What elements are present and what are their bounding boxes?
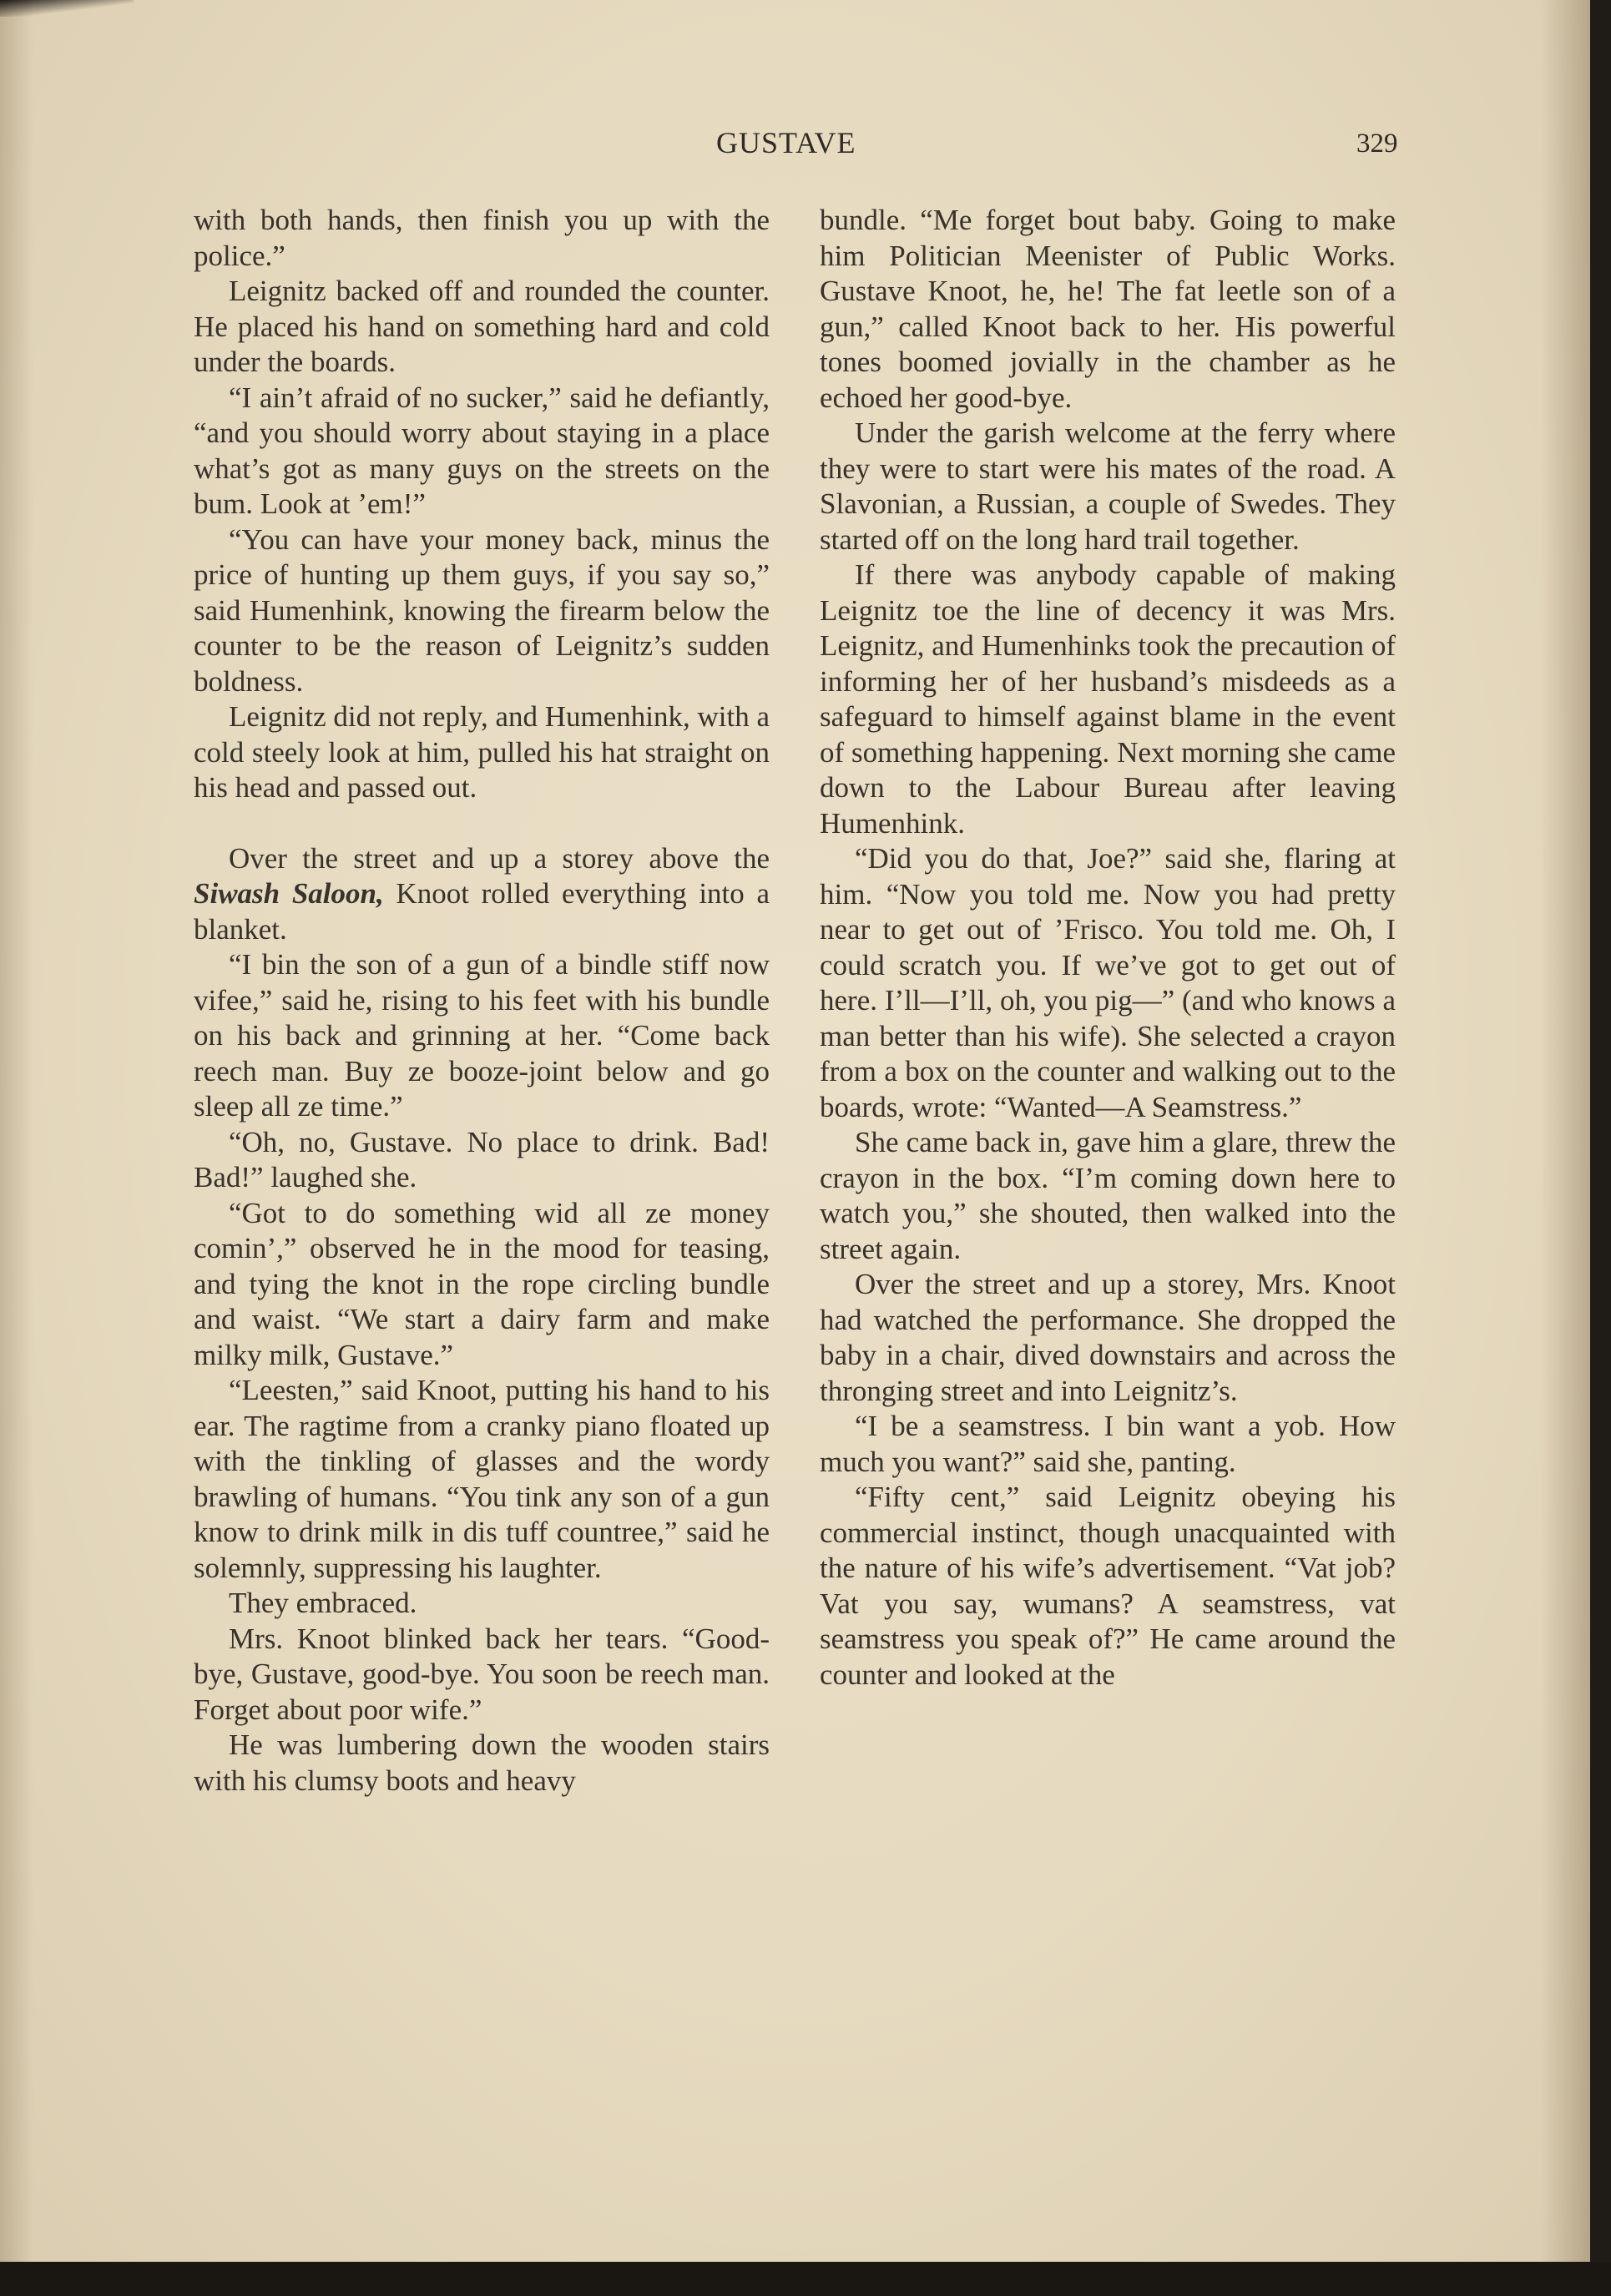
paragraph: Leignitz backed off and rounded the counter. He placed his hand on something hard and cold under the boards. — [194, 275, 770, 378]
paragraph: “Got to do something wid all ze money comin’,” observed he in the mood for teasing, and tying the knot in the rope circling bundle and waist. “We start a dairy farm and make milky milk, Gustave.” — [194, 1196, 770, 1371]
scan-bottom-edge — [0, 2262, 1611, 2296]
left-text-column — [194, 203, 770, 1799]
paragraph: with both hands, then finish you up with the police.” — [194, 204, 770, 272]
paragraph: bundle. “Me forget bout baby. Going to make him Politician Meenister of Public Works. Gustave Knoot, he, he! The fat leetle son of a gun,” called Knoot back to her. His powerful tones boomed jovially in the chamber as he echoed her good-bye. — [820, 204, 1396, 414]
paragraph: They embraced. — [229, 1587, 417, 1619]
right-text-column — [820, 203, 1396, 1693]
paragraph: Mrs. Knoot blinked back her tears. “Good-bye, Gustave, good-bye. You soon be reech man. Forget about poor wife.” — [194, 1622, 770, 1726]
paragraph: “I bin the son of a gun of a bindle stiff now vifee,” said he, rising to his feet with his bundle on his back and grinning at her. “Come back reech man. Buy ze booze-joint below and go sleep all ze time.” — [194, 948, 770, 1123]
paragraph: He was lumbering down the wooden stairs with his clumsy boots and heavy — [194, 1728, 770, 1797]
paragraph: Under the garish welcome at the ferry where they were to start were his mates of the road. A Slavonian, a Russian, a couple of Swedes. They started off on the long hard trail together. — [820, 416, 1396, 556]
chapter-title: GUSTAVE — [716, 126, 856, 159]
paragraph: If there was anybody capable of making Leignitz toe the line of decency it was Mrs. Leignitz, and Humenhinks took the precaution of informing her of her husband’s misdeeds as a safeguard to himself against blame in the event of something happening. Next morning she came down to the Labour Bureau after leaving Humenhink. — [820, 558, 1396, 840]
paragraph: “Did you do that, Joe?” said she, flaring at him. “Now you told me. Now you had pretty near to get out of ’Frisco. You told me. Oh, I could scratch you. If we’ve got to get out of here. I’ll—I’ll, oh, you pig—” (and who knows a man better than his wife). She selected a crayon from a box on the counter and walking out to the boards, wrote: “Wanted—A Seamstress.” — [820, 842, 1396, 1123]
paragraph: “Oh, no, Gustave. No place to drink. Bad! Bad!” laughed she. — [194, 1125, 770, 1193]
section-break — [194, 806, 770, 841]
saloon-name: Siwash Saloon, — [194, 877, 384, 910]
running-header — [0, 125, 1590, 167]
paragraph: “You can have your money back, minus the price of hunting up them guys, if you say so,” said Humenhink, knowing the firearm below the counter to be the reason of Leignitz’s sudden boldness. — [194, 522, 770, 698]
paragraph: “Leesten,” said Knoot, putting his hand to his ear. The ragtime from a cranky piano floated up with the tinkling of glasses and the wordy brawling of humans. “You tink any son of a gun know to drink milk in dis tuff countree,” said he solemnly, suppressing his laughter. — [194, 1374, 770, 1584]
paragraph: Over the street and up a storey, Mrs. Knoot had watched the performance. She dropped the baby in a chair, dived downstairs and across the thronging street and into Leignitz’s. — [820, 1268, 1396, 1407]
page-number: 329 — [1356, 129, 1398, 159]
paragraph: “Fifty cent,” said Leignitz obeying his commercial instinct, though unacquainted with the nature of his wife’s advertisement. “Vat job? Vat you say, wumans? A seamstress, vat seamstress you speak of?” He came around the counter and looked at the — [820, 1481, 1396, 1691]
paragraph: She came back in, gave him a glare, threw the crayon in the box. “I’m coming down here to watch you,” she shouted, then walked into the street again. — [820, 1126, 1396, 1265]
paragraph: Leignitz did not reply, and Humenhink, with a cold steely look at him, pulled his hat straight on his head and passed out. — [194, 700, 770, 804]
page-corner-shadow — [0, 0, 134, 17]
paragraph: “I ain’t afraid of no sucker,” said he defiantly, “and you should worry about staying in a place what’s got as many guys on the streets on the bum. Look at ’em!” — [194, 381, 770, 520]
paragraph — [194, 841, 770, 948]
paragraph: “I be a seamstress. I bin want a yob. How much you want?” said she, panting. — [820, 1410, 1396, 1478]
paragraph-text: Over the street and up a storey above the — [229, 841, 770, 875]
paragraph-text: Knoot rolled everything into a blanket. — [194, 877, 770, 946]
